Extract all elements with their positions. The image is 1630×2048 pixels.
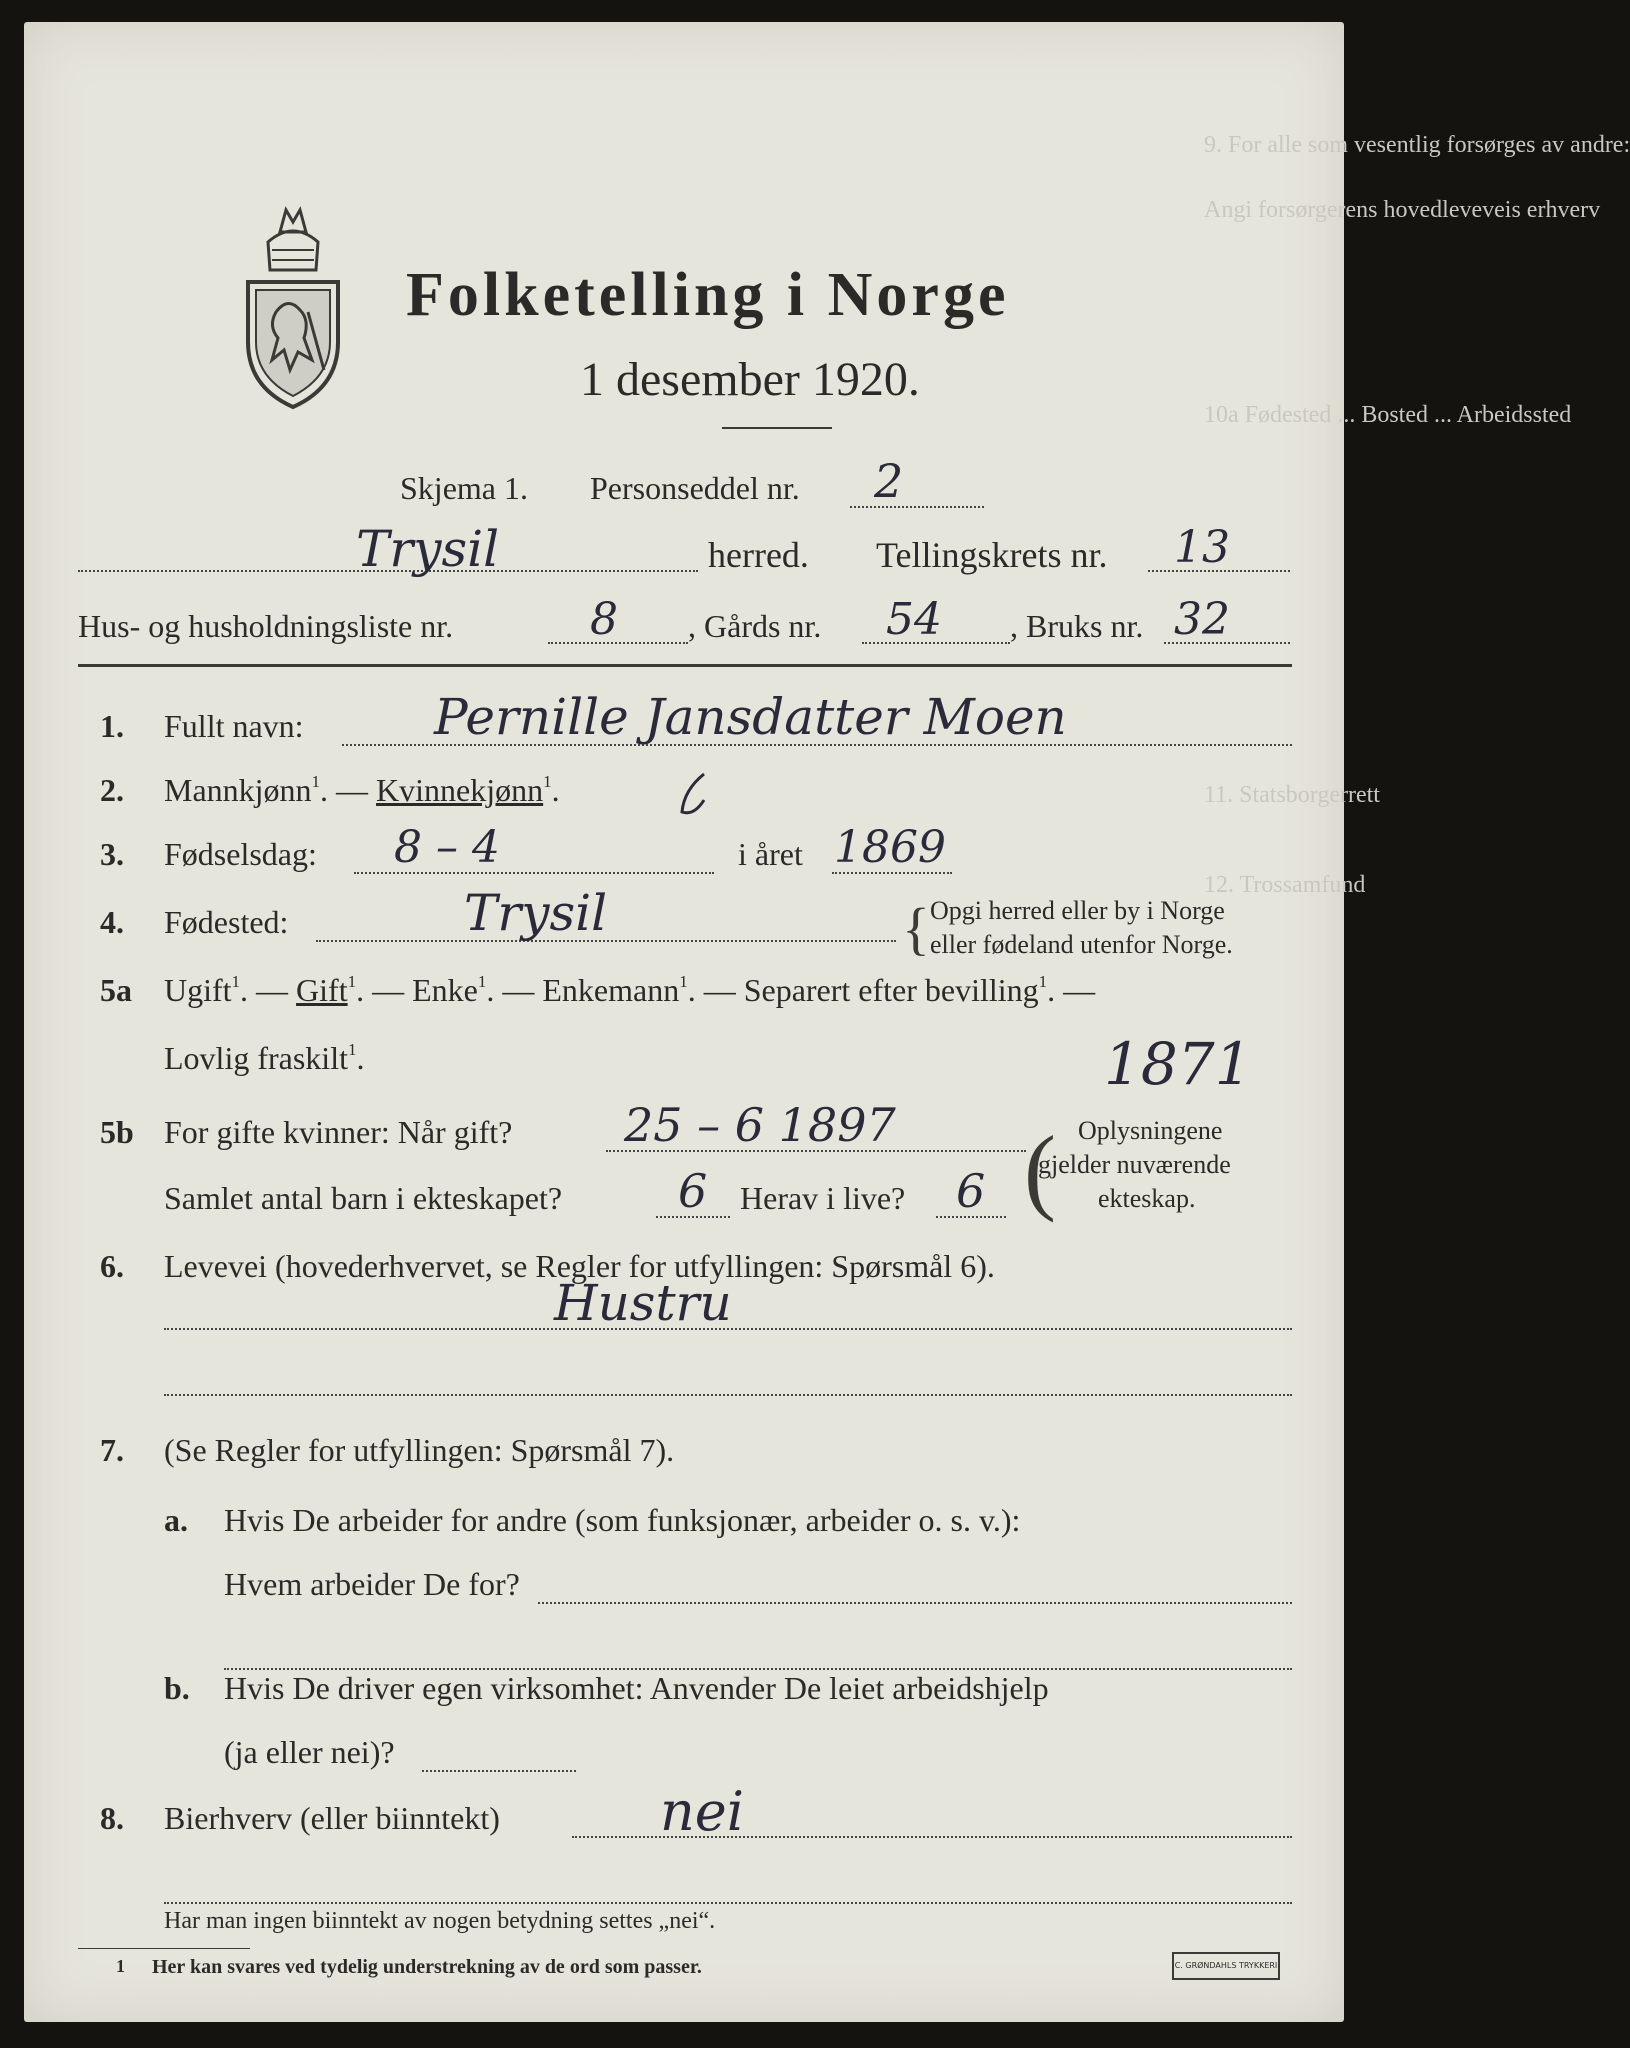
- birthplace-note-line2: eller fødeland utenfor Norge.: [930, 930, 1233, 959]
- marital-enkemann-option[interactable]: Enkemann: [542, 972, 680, 1008]
- checkmark-mark: [674, 770, 714, 820]
- marital-gift-option[interactable]: Gift: [296, 972, 348, 1008]
- marriage-note-line2: gjelder nuværende: [1038, 1150, 1231, 1179]
- footnote-text: Her kan svares ved tydelig understrekning av de ord som passer.: [152, 1956, 702, 1978]
- q6-number: 6.: [100, 1248, 124, 1284]
- q5b-label: For gifte kvinner: Når gift?: [164, 1114, 513, 1150]
- hired-help-field[interactable]: [422, 1770, 576, 1772]
- ghost-line: 12. Trossamfund: [1204, 872, 1366, 898]
- marriage-note-line1: Oplysningene: [1078, 1116, 1223, 1145]
- tellingskrets-label: Tellingskrets nr.: [876, 535, 1108, 575]
- gender-female-option[interactable]: Kvinnekjønn: [376, 772, 544, 808]
- husliste-value: 8: [590, 594, 618, 645]
- marital-separert-option[interactable]: Separert efter bevilling: [743, 972, 1039, 1008]
- census-date: 1 desember 1920.: [580, 353, 920, 406]
- husliste-label: Hus- og husholdningsliste nr.: [78, 608, 454, 644]
- footnote-divider: [78, 1948, 250, 1949]
- marital-enke-option[interactable]: Enke: [412, 972, 478, 1008]
- q1-label: Fullt navn:: [164, 708, 304, 744]
- personseddel-value: 2: [874, 454, 904, 508]
- q4-number: 4.: [100, 904, 124, 940]
- gards-value: 54: [886, 594, 942, 645]
- header-separator: [78, 664, 1292, 667]
- marriage-date-value: 25 – 6 1897: [624, 1098, 896, 1152]
- q8-label: Bierhverv (eller biinntekt): [164, 1800, 500, 1836]
- q2-number: 2.: [100, 772, 124, 808]
- ghost-line: 9. For alle som vesentlig forsørges av andre:: [1204, 132, 1630, 158]
- children-label: Samlet antal barn i ekteskapet?: [164, 1180, 563, 1216]
- birthdate-value: 8 – 4: [394, 822, 500, 873]
- birthyear-value: 1869: [834, 822, 946, 873]
- alive-label: Herav i live?: [740, 1180, 906, 1216]
- tellingskrets-value: 13: [1174, 522, 1230, 573]
- bruks-value: 32: [1174, 594, 1230, 645]
- q7a-number: a.: [164, 1502, 188, 1538]
- q8-number: 8.: [100, 1800, 124, 1836]
- marriage-note-line3: ekteskap.: [1098, 1184, 1196, 1213]
- q7b-line2: (ja eller nei)?: [224, 1734, 395, 1770]
- q7-number: 7.: [100, 1432, 124, 1468]
- brace-mark: {: [902, 896, 930, 961]
- q3-number: 3.: [100, 836, 124, 872]
- marital-ugift-option[interactable]: Ugift: [164, 972, 232, 1008]
- occupation-field-line2[interactable]: [164, 1394, 1292, 1396]
- marital-status-options: Ugift$^1$. — Gift$^1$. — Enke$^1$. — Enkemann$^1$. — Separert efter bevilling$^1$. —: [164, 972, 1096, 1008]
- marital-fraskilt-line: Lovlig fraskilt$^1$.: [164, 1040, 365, 1076]
- side-income-value: nei: [660, 1780, 745, 1843]
- ghost-line: Angi forsørgerens hovedleveveis erhverv: [1204, 197, 1601, 223]
- q6-label: Levevei (hovederhvervet, se Regler for utfyllingen: Spørsmål 6).: [164, 1248, 995, 1284]
- q4-label: Fødested:: [164, 904, 289, 940]
- year-annotation: 1871: [1104, 1030, 1252, 1098]
- bruks-label: , Bruks nr.: [1010, 608, 1144, 644]
- full-name-value: Pernille Jansdatter Moen: [434, 688, 1067, 746]
- husliste-field[interactable]: [548, 642, 688, 644]
- ghost-line: 10a Fødested ... Bosted ... Arbeidssted: [1204, 402, 1572, 428]
- birthyear-label: i året: [738, 836, 803, 872]
- form-title: Folketelling i Norge: [406, 261, 1010, 329]
- title-divider: [722, 427, 832, 429]
- q7b-number: b.: [164, 1670, 190, 1706]
- schema-label: Skjema 1.: [400, 470, 528, 506]
- census-form-page: [24, 22, 1630, 2022]
- q5a-number: 5a: [100, 972, 132, 1008]
- coat-of-arms-emblem: [238, 192, 348, 412]
- herred-label: herred.: [708, 535, 809, 575]
- brace-mark: (: [1024, 1116, 1056, 1223]
- gards-label: , Gårds nr.: [688, 608, 822, 644]
- gender-options: Mannkjønn$^1$. — Kvinnekjønn$^1$.: [164, 772, 560, 808]
- footer-note: Har man ingen biinntekt av nogen betydning settes „nei“.: [164, 1908, 716, 1934]
- footnote-mark: 1: [116, 1956, 125, 1976]
- alive-value: 6: [956, 1164, 986, 1218]
- q7-label: (Se Regler for utfyllingen: Spørsmål 7).: [164, 1432, 675, 1468]
- birthplace-note-line1: Opgi herred eller by i Norge: [930, 896, 1225, 925]
- side-income-field-line2[interactable]: [164, 1902, 1292, 1904]
- marital-fraskilt-option[interactable]: Lovlig fraskilt: [164, 1040, 348, 1076]
- personseddel-label: Personseddel nr.: [590, 470, 800, 506]
- occupation-value: Hustru: [554, 1274, 732, 1332]
- q1-number: 1.: [100, 708, 124, 744]
- employer-field[interactable]: [538, 1602, 1292, 1604]
- q3-label: Fødselsdag:: [164, 836, 317, 872]
- q7a-line2: Hvem arbeider De for?: [224, 1566, 520, 1602]
- printer-stamp: C. GRØNDAHLS TRYKKERI: [1172, 1952, 1280, 1980]
- q7b-line1: Hvis De driver egen virksomhet: Anvender De leiet arbeidshjelp: [224, 1670, 1049, 1706]
- ghost-line: 11. Statsborgerrett: [1204, 782, 1380, 808]
- herred-value: Trysil: [356, 520, 500, 578]
- birthplace-value: Trysil: [464, 884, 608, 942]
- children-value: 6: [678, 1164, 708, 1218]
- q5b-number: 5b: [100, 1114, 134, 1150]
- gender-male-option[interactable]: Mannkjønn: [164, 772, 312, 808]
- q7a-line1: Hvis De arbeider for andre (som funksjonær, arbeider o. s. v.):: [224, 1502, 1021, 1538]
- personseddel-field[interactable]: [850, 506, 984, 508]
